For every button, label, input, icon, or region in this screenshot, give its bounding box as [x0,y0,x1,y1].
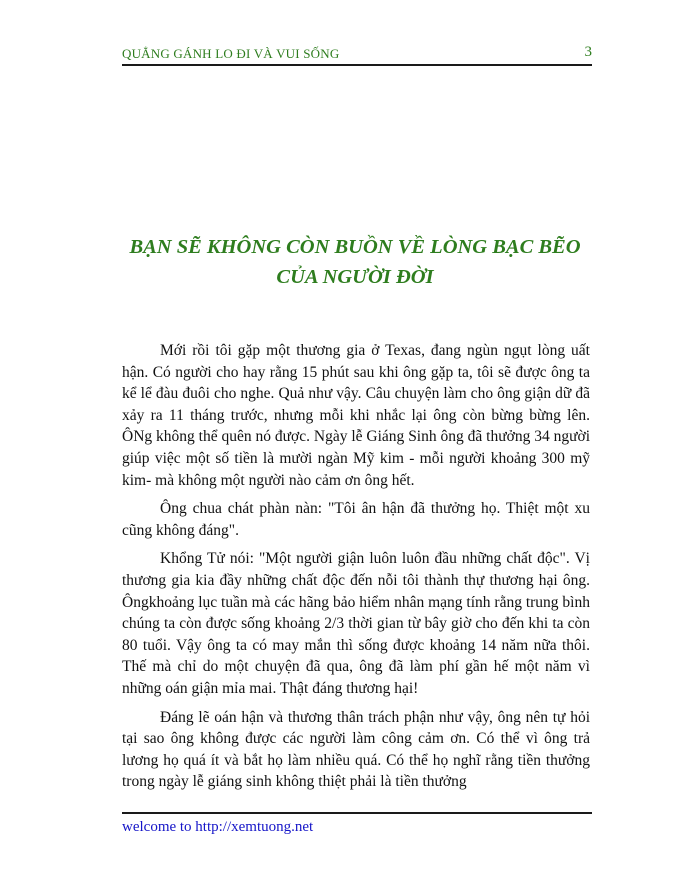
body-text [122,340,590,800]
footer-link[interactable]: welcome to http://xemtuong.net [122,819,314,835]
paragraph: Mới rồi tôi gặp một thương gia ở Texas, đang ngùn ngụt lòng uất hận. Có người cho hay rằng 15 phút sau khi ông gặp ta, tôi sẽ được ông ta kể lể đàu đuôi cho nghe. Quả như vậy. Câu chuyện làm cho ông giận dữ đã xảy ra 11 tháng trước, nhưng mỗi khi nhắc lại ông còn bừng bừng lên. ÔNg không thể quên nó được. Ngày lễ Giáng Sinh ông đã thưởng 34 người giúp việc một số tiền là mười ngàn Mỹ kim - mỗi người khoảng 300 mỹ kim- mà không một người nào cảm ơn ông hết. [122,342,590,489]
book-title: QUẲNG GÁNH LO ĐI VÀ VUI SỐNG [122,46,340,61]
chapter-title [100,232,610,292]
paragraph: Ông chua chát phàn nàn: "Tôi ân hận đã thưởng họ. Thiệt một xu cũng không đáng". [122,500,590,539]
page-header [122,44,592,66]
paragraph: Khổng Tử nói: "Một người giận luôn luôn đầu những chất độc". Vị thương gia kia đầy những chất độc đến nỗi tôi thành thự thương hại ông. Ôngkhoảng lục tuần mà các hãng bảo hiểm nhân mạng tính rằng trung bình chúng ta còn được sống khoảng 2/3 thời gian từ bây giờ cho đến khi ta còn 80 tuổi. Vậy ông ta có may mắn thì sống được khoảng 14 năm nữa thôi. Thế mà chỉ do một chuyện đã qua, ông đã làm phí gần hế một năm vì những oán giận mỉa mai. Thật đáng thương hại! [122,550,590,697]
chapter-title-line-1: BẠN SẼ KHÔNG CÒN BUỒN VỀ LÒNG BẠC BẼO [129,236,581,258]
paragraph: Đáng lẽ oán hận và thương thân trách phận như vậy, ông nên tự hỏi tại sao ông không được các người làm công cảm ơn. Có thể vì ông trả lương họ quá ít và bắt họ làm nhiều quá. Có thể họ nghĩ rằng tiền thưởng trong ngày lễ giáng sinh không thiệt phải là tiền thưởng [122,708,590,791]
page-number: 3 [584,44,592,60]
page-footer [122,812,592,836]
chapter-title-line-2: CỦA NGƯỜI ĐỜI [276,266,434,288]
